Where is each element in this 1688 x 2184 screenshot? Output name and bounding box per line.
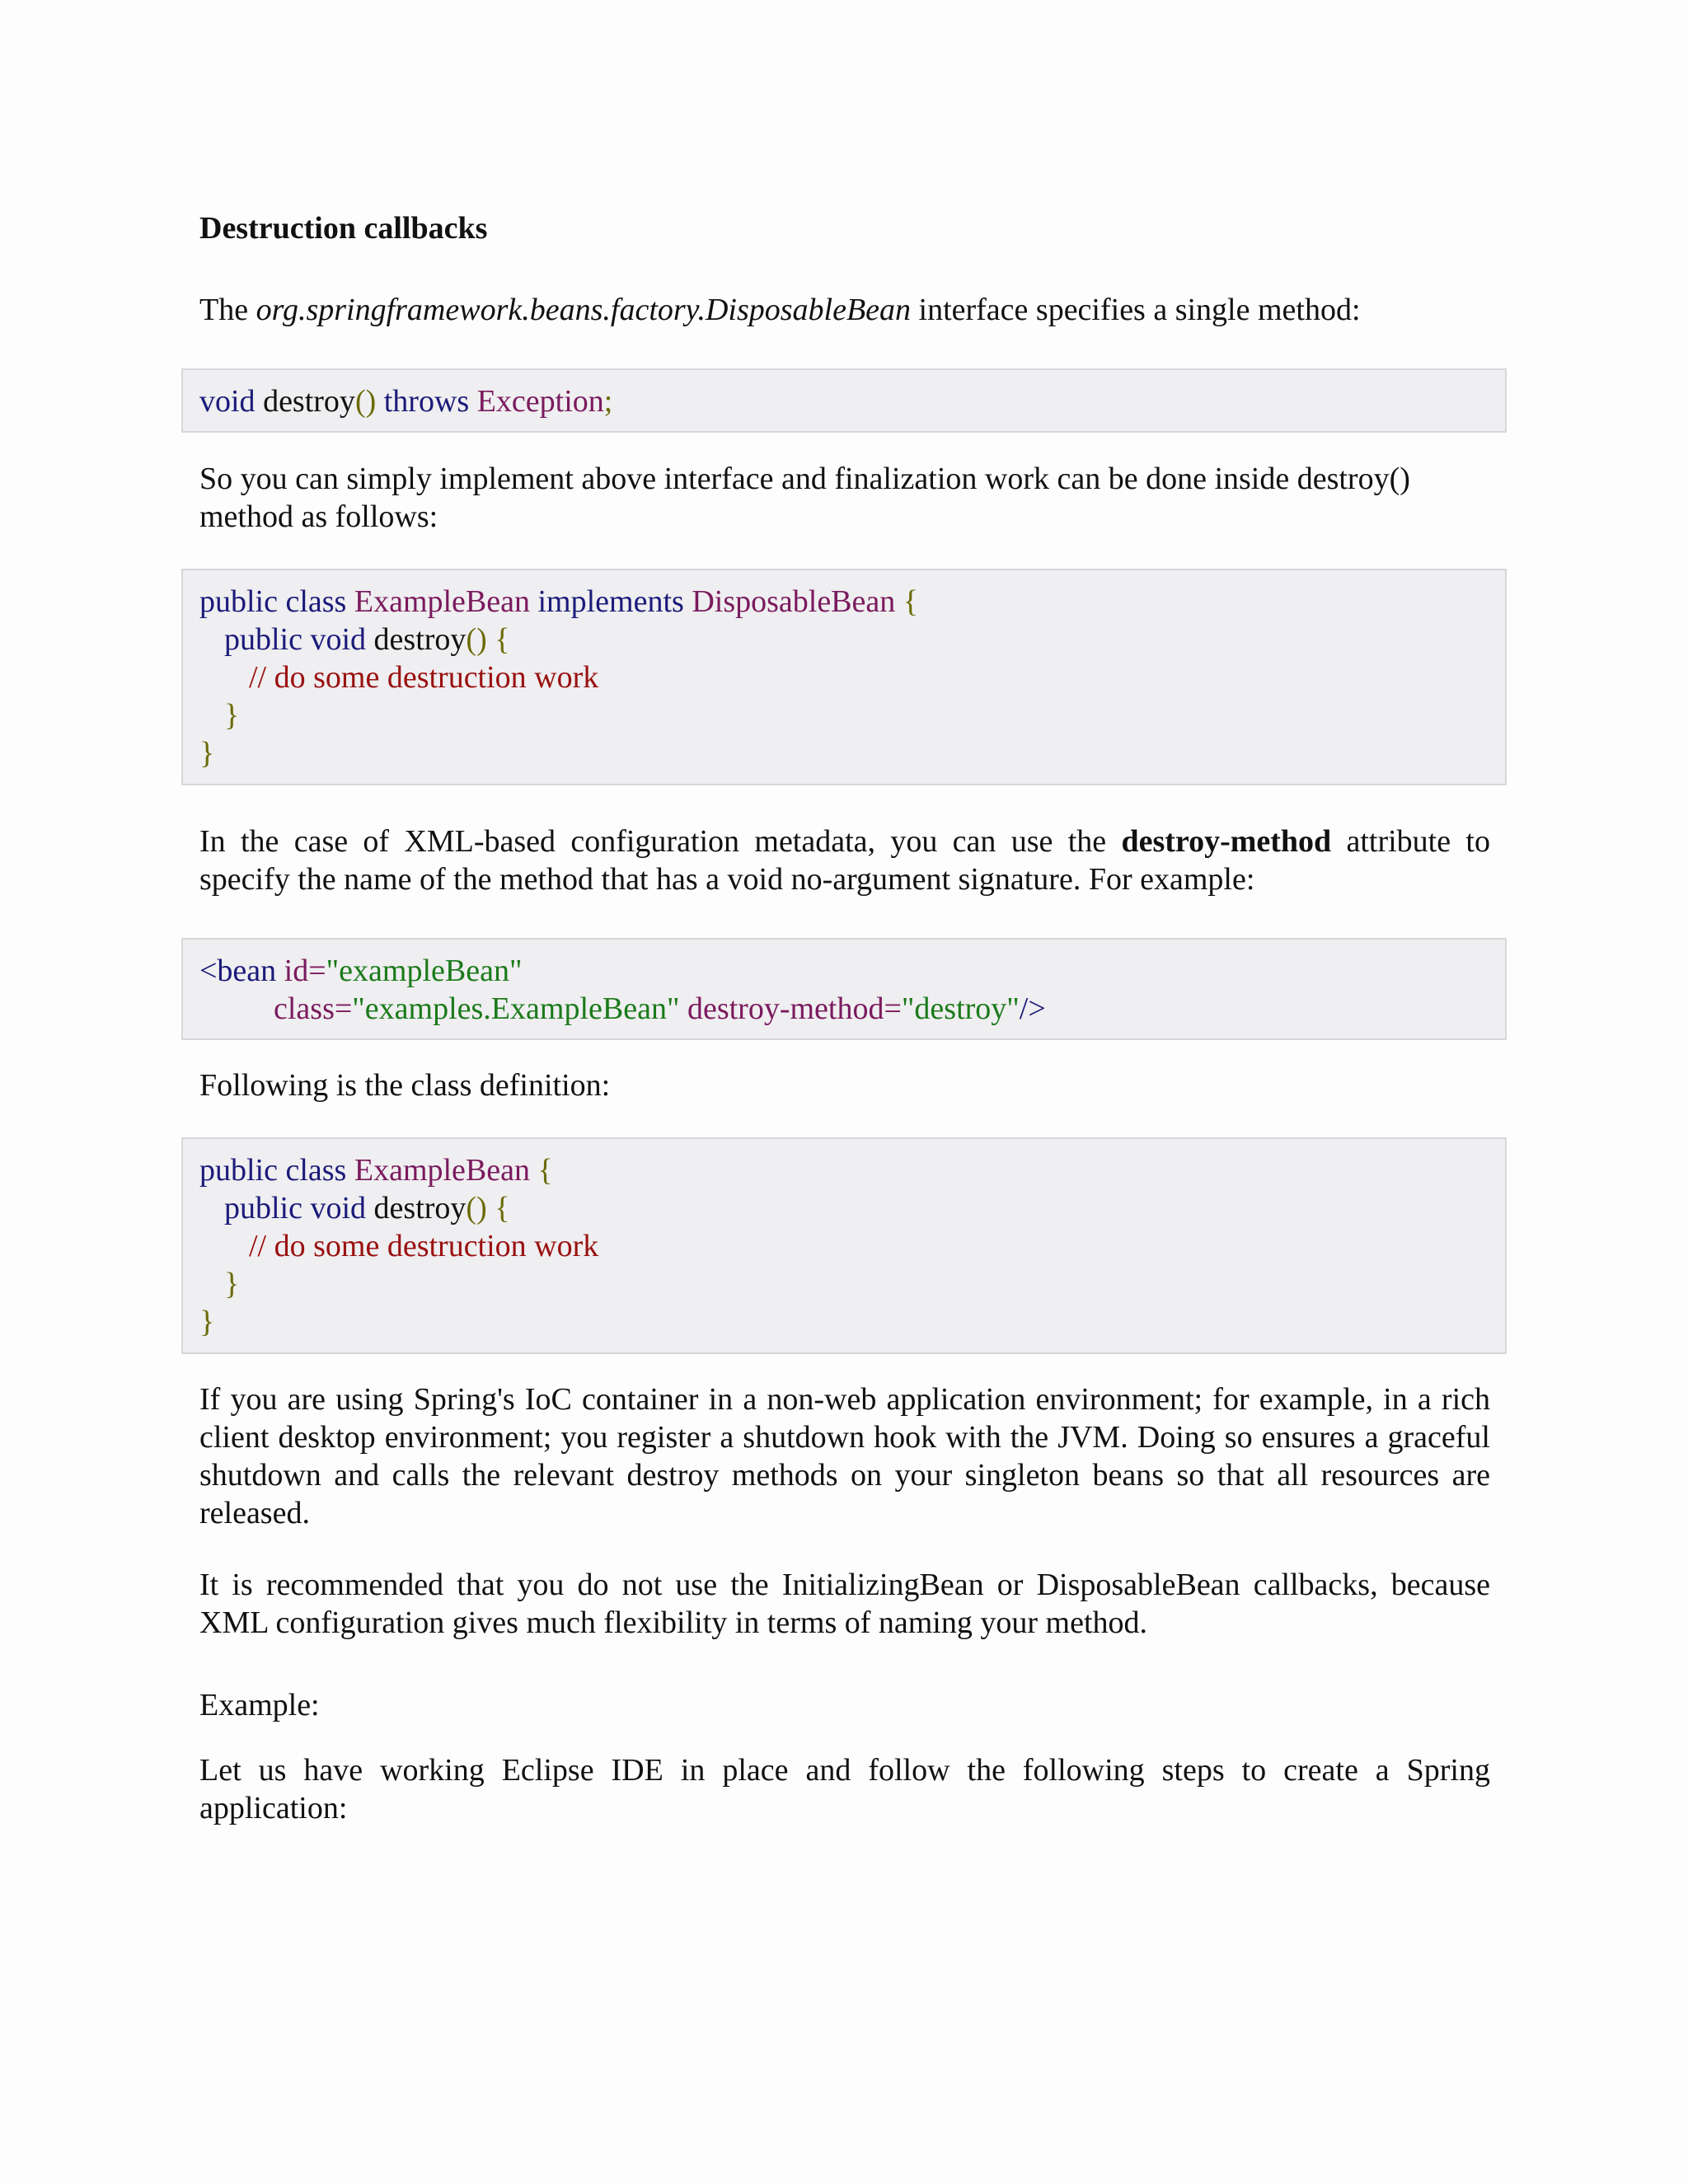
code-punctuation: }: [224, 698, 240, 733]
interface-name: org.springframework.beans.factory.DisposableBean: [256, 293, 912, 327]
code-type: ExampleBean: [346, 1153, 530, 1188]
xml-config-text-post: attribute to specify the name of the method that has a void no-argument signature. For example:: [199, 824, 1490, 897]
code-line: [199, 952, 523, 990]
code-line: [224, 1265, 239, 1303]
code-method-name: destroy: [255, 384, 355, 419]
code-punctuation: {: [895, 584, 919, 619]
class-definition-paragraph: Following is the class definition:: [199, 1068, 611, 1103]
section-heading: Destruction callbacks: [199, 211, 488, 246]
recommendation-paragraph: It is recommended that you do not use the InitializingBean or DisposableBean callbacks, because XML configuration gives much flexibility in terms of naming your method.: [199, 1568, 1490, 1640]
code-keyword: public class: [199, 1153, 347, 1188]
code-punctuation: }: [199, 736, 215, 771]
code-line: [224, 696, 239, 734]
code-block-example-bean: [181, 1137, 1507, 1354]
code-keyword: public void: [224, 622, 367, 657]
shutdown-hook-paragraph: If you are using Spring's IoC container in a non-web application environment; for example, in a rich client desktop environment; you register a shutdown hook with the JVM. Doing so ensures a graceful shutdown and calls the relevant destroy methods on your singleton beans so that all resources are released.: [199, 1382, 1490, 1530]
code-punctuation: () {: [466, 622, 510, 657]
intro-text-pre: The: [199, 293, 256, 327]
code-attribute: destroy-method=: [679, 991, 902, 1026]
code-punctuation: {: [530, 1153, 553, 1188]
code-line: [224, 1189, 509, 1227]
code-line: [199, 382, 612, 420]
code-type: Exception: [469, 384, 604, 419]
code-punctuation: }: [224, 1267, 240, 1301]
code-line: [249, 1227, 598, 1265]
code-string: "destroy": [901, 991, 1020, 1026]
intro-paragraph: [199, 291, 1490, 329]
code-punctuation: }: [199, 1305, 215, 1339]
code-comment: // do some destruction work: [249, 1229, 599, 1263]
code-comment: // do some destruction work: [249, 660, 599, 695]
intro-text-post: interface specifies a single method:: [911, 293, 1361, 327]
code-keyword: throws: [376, 384, 470, 419]
destroy-method-term: destroy-method: [1121, 824, 1332, 859]
code-keyword: implements: [530, 584, 684, 619]
code-tag: />: [1019, 991, 1046, 1026]
code-keyword: public class: [199, 584, 347, 619]
code-line: [199, 583, 918, 621]
code-line: [274, 990, 1046, 1028]
code-block-disposable-bean: [181, 569, 1507, 785]
code-string: "exampleBean": [326, 954, 523, 988]
code-line: [199, 1151, 553, 1189]
code-string: "examples.ExampleBean": [352, 991, 680, 1026]
code-attribute: id=: [276, 954, 326, 988]
code-keyword: void: [199, 384, 256, 419]
code-block-method-signature: [181, 368, 1507, 433]
code-tag: <bean: [199, 954, 277, 988]
code-punctuation: () {: [466, 1191, 510, 1226]
eclipse-steps-paragraph: Let us have working Eclipse IDE in place and follow the following steps to create a Spring application:: [199, 1753, 1490, 1825]
code-type: DisposableBean: [683, 584, 896, 619]
xml-config-text-pre: In the case of XML-based configuration metadata, you can use the: [199, 824, 1122, 859]
code-line: [249, 658, 598, 696]
code-line: [224, 621, 509, 658]
code-method-name: destroy: [366, 1191, 467, 1226]
code-line: [199, 734, 214, 772]
code-block-xml-bean: [181, 938, 1507, 1040]
code-line: [199, 1303, 214, 1341]
code-punctuation: (): [354, 384, 377, 419]
code-attribute: class=: [274, 991, 353, 1026]
implement-paragraph: So you can simply implement above interface and finalization work can be done inside destroy() method as follows:: [199, 462, 1410, 534]
xml-config-paragraph: [199, 823, 1490, 898]
example-label: Example:: [199, 1688, 320, 1722]
code-keyword: public void: [224, 1191, 367, 1226]
code-method-name: destroy: [366, 622, 467, 657]
code-punctuation: ;: [603, 384, 613, 419]
code-type: ExampleBean: [346, 584, 530, 619]
